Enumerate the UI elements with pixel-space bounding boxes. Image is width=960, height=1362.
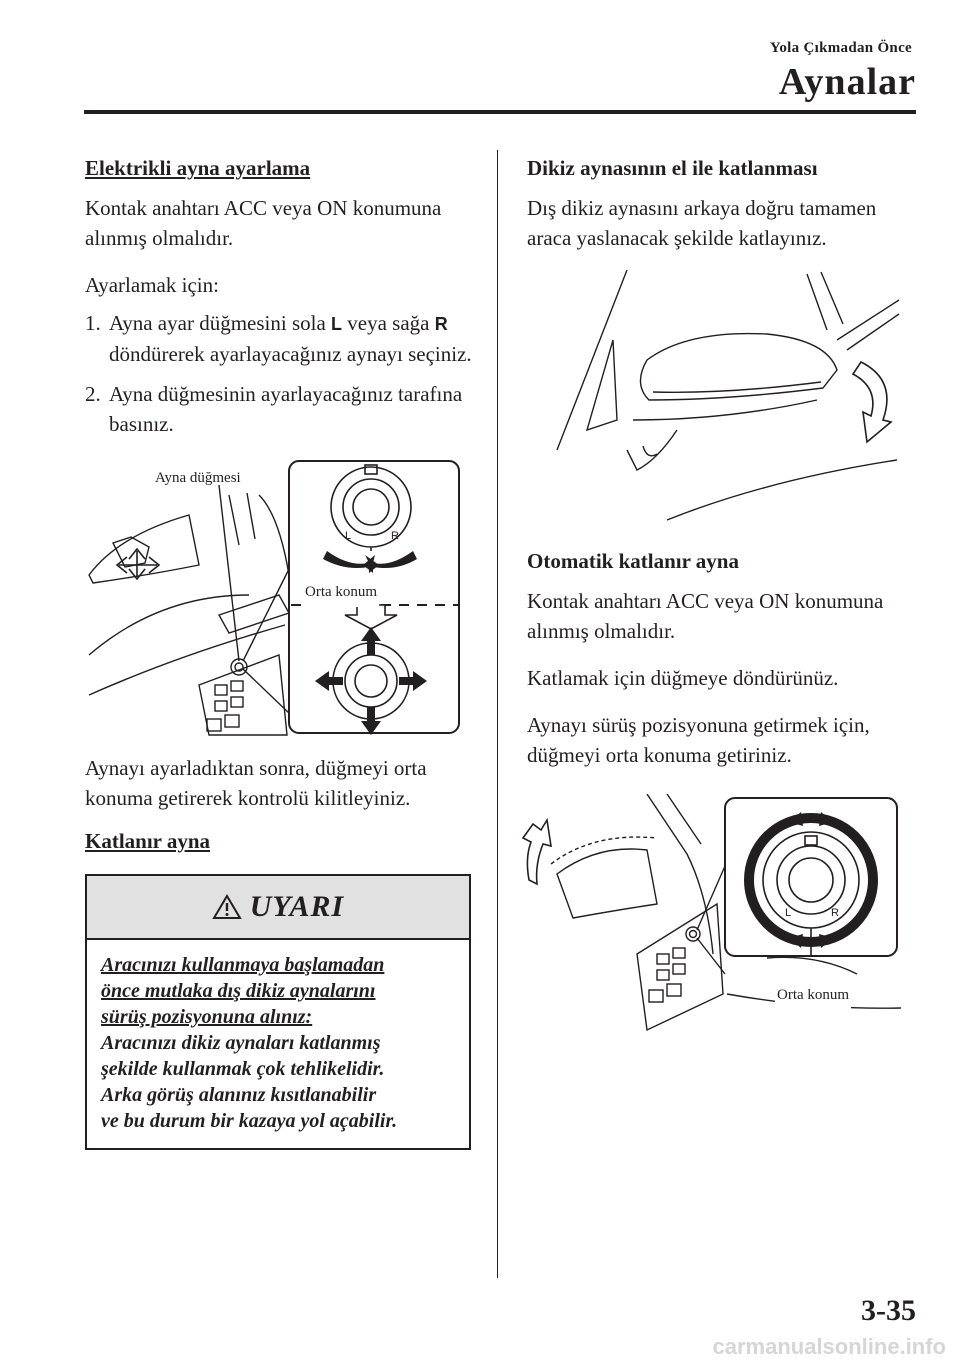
warning-body: Aracınızı kullanmaya başlamadan önce mutlaka dış dikiz aynalarını sürüş pozisyonuna alınız: Aracınızı dikiz aynaları katlanmış şekilde kullanmak çok tehlikelidir. Arka görüş alanınız kısıtlanabilir ve bu durum bir kazaya yol açabilir. — [101, 954, 398, 1132]
mirror-switch-illustration — [79, 455, 463, 739]
paragraph: Ayarlamak için: — [85, 273, 219, 297]
figure-auto-fold-switch — [517, 794, 901, 1040]
step-text: Ayna düğmesinin ayarlayacağınız tarafına basınız. — [109, 382, 463, 436]
warning-box — [85, 874, 471, 1150]
section-title-auto-fold: Otomatik katlanır ayna — [527, 549, 739, 573]
section-title-power-mirror: Elektrikli ayna ayarlama — [85, 156, 311, 180]
label-center-position: Orta konum — [303, 577, 379, 607]
section-title-folding-mirror: Katlanır ayna — [85, 829, 211, 853]
page-title: Aynalar — [778, 61, 916, 103]
label-mirror-switch: Ayna düğmesi — [155, 470, 241, 486]
warning-title: UYARI — [249, 890, 345, 923]
watermark: carmanualsonline.info — [712, 1334, 946, 1359]
warning-header — [87, 876, 469, 940]
r-symbol-icon: R — [434, 314, 448, 334]
paragraph: Kontak anahtarı ACC veya ON konumuna alınmış olmalıdır. — [527, 589, 884, 643]
svg-text:L: L — [345, 530, 352, 542]
l-symbol-icon: L — [331, 314, 343, 334]
paragraph: Katlamak için düğmeye döndürünüz. — [527, 666, 839, 690]
label-center-position: Orta konum — [775, 980, 851, 1010]
left-column — [85, 153, 477, 1150]
chapter-title: Yola Çıkmadan Önce — [769, 40, 912, 56]
list-item-step2 — [85, 379, 477, 439]
right-column — [527, 153, 917, 1040]
paragraph: Aynayı sürüş pozisyonuna getirmek için, düğmeyi orta konuma getiriniz. — [527, 713, 870, 767]
step-number: 2. — [85, 382, 101, 406]
list-item-step1 — [85, 308, 477, 369]
svg-text:L: L — [785, 907, 792, 919]
section-title-manual-fold: Dikiz aynasının el ile katlanması — [527, 156, 818, 180]
paragraph: Aynayı ayarladıktan sonra, düğmeyi orta konuma getirerek kontrolü kilitleyiniz. — [85, 756, 427, 810]
page-number: 3-35 — [861, 1294, 916, 1327]
svg-text:R: R — [391, 530, 399, 542]
step-text: Ayna ayar düğmesini sola L veya sağa R döndürerek ayarlayacağınız aynayı seçiniz. — [109, 311, 472, 366]
figure-manual-fold — [527, 270, 907, 540]
step-number: 1. — [85, 311, 101, 335]
folding-mirror-illustration — [527, 270, 907, 540]
header-rule — [84, 110, 916, 114]
figure-mirror-switch — [79, 455, 463, 739]
column-divider — [497, 150, 498, 1278]
paragraph: Kontak anahtarı ACC veya ON konumuna alınmış olmalıdır. — [85, 196, 442, 250]
svg-text:R: R — [831, 907, 839, 919]
warning-triangle-icon — [212, 894, 242, 920]
paragraph: Dış dikiz aynasını arkaya doğru tamamen araca yaslanacak şekilde katlayınız. — [527, 196, 877, 250]
